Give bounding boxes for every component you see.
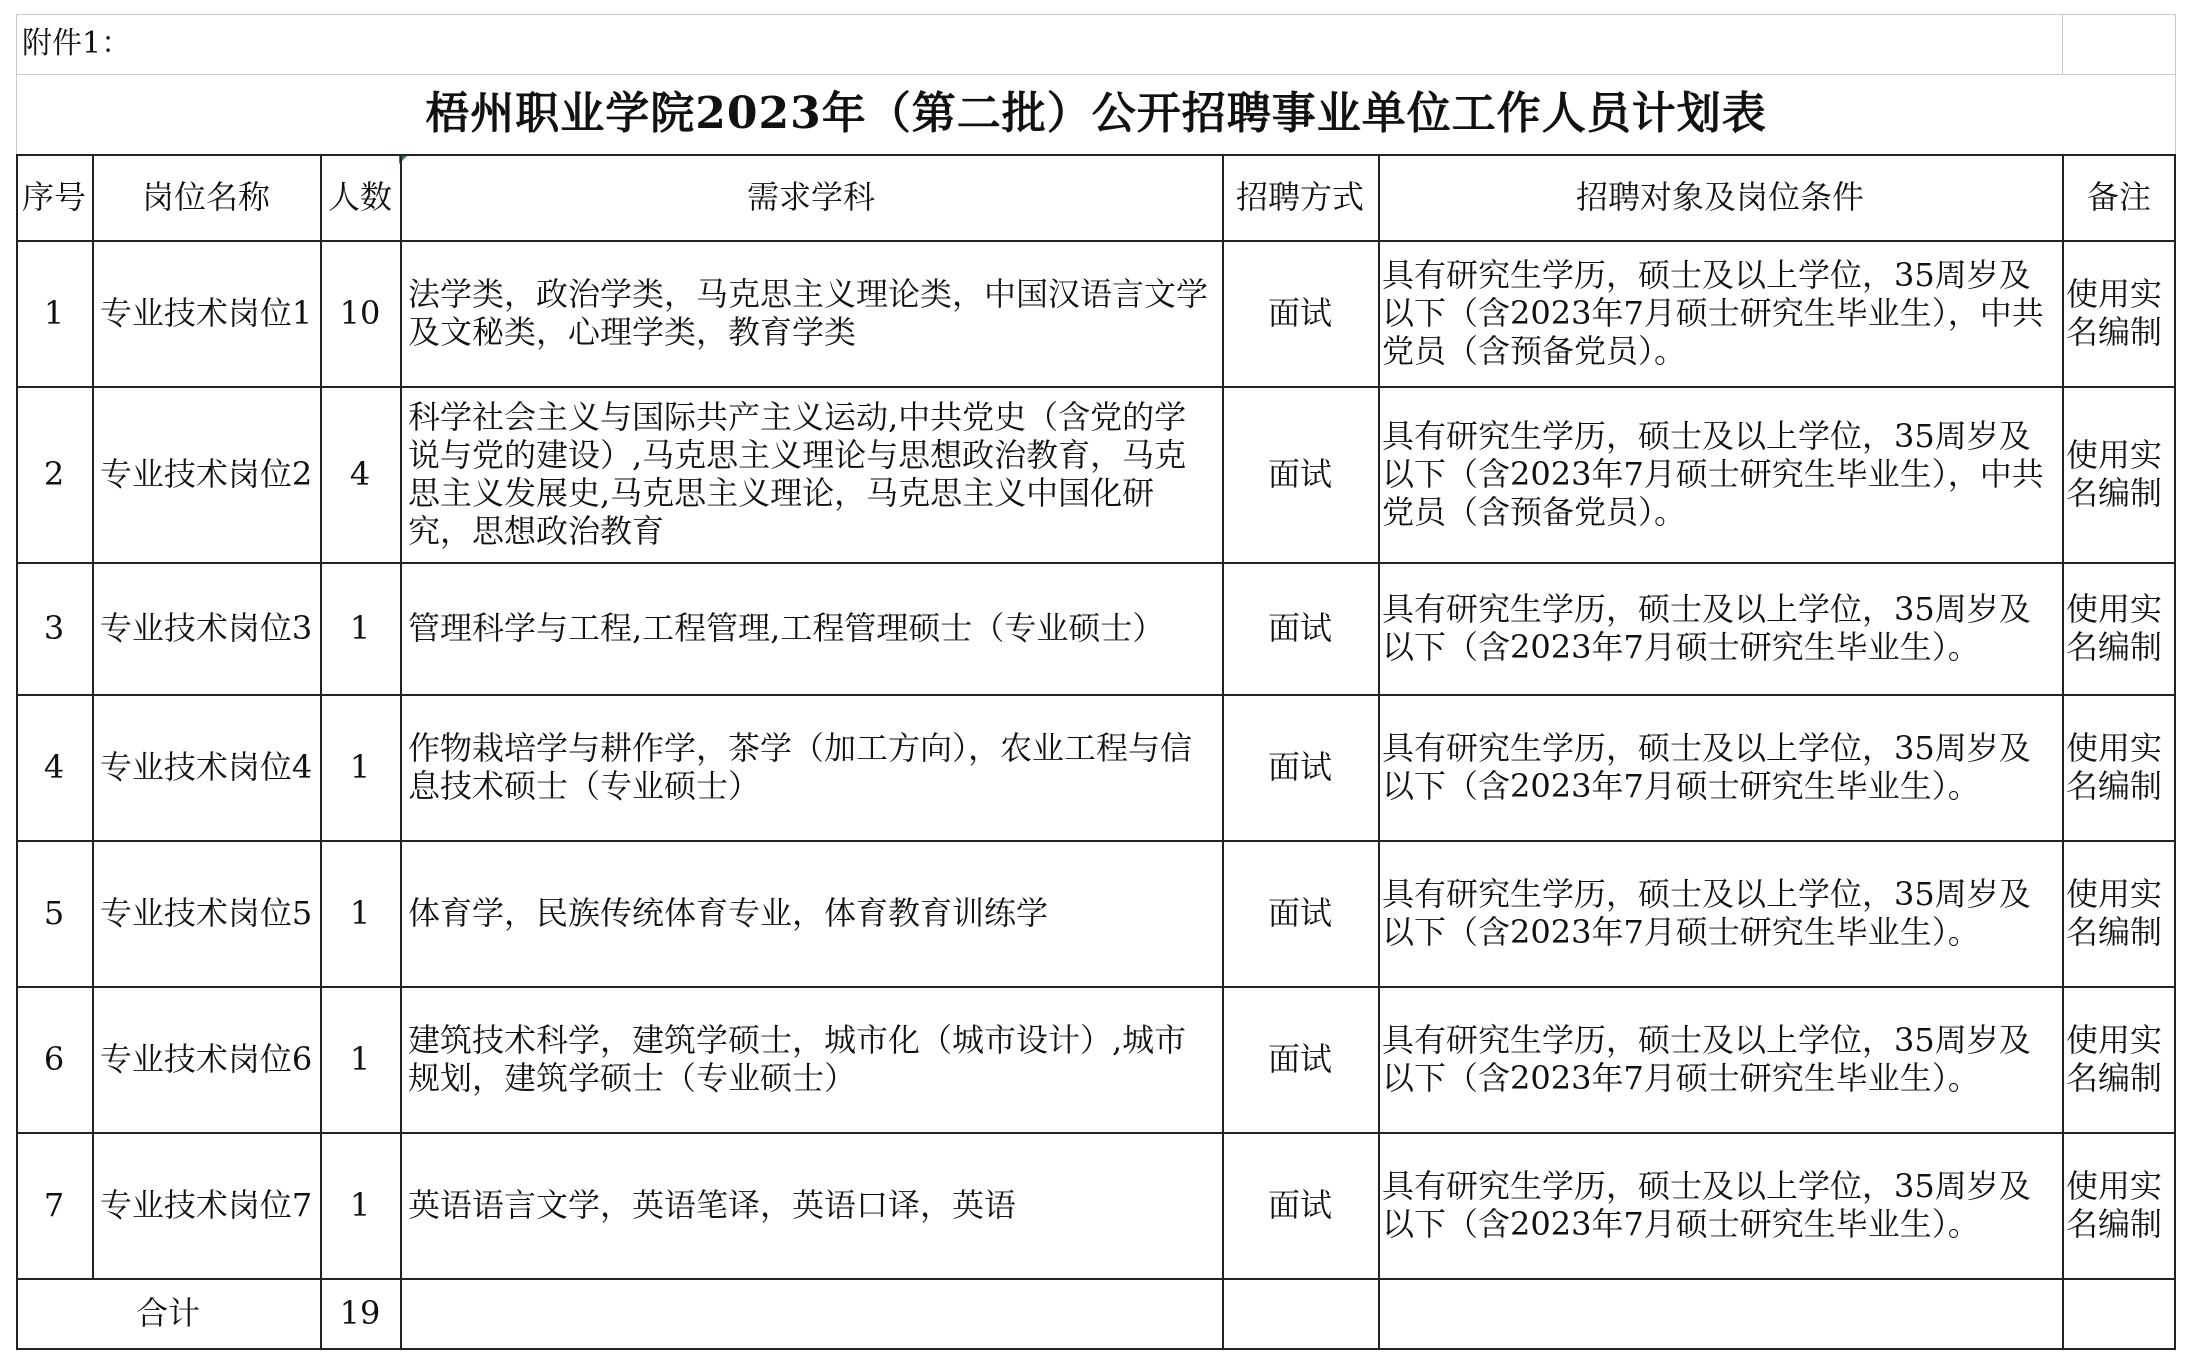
row-5-method: 面试 [1267,894,1332,932]
row-7-subjects: 英语语言文学，英语笔译，英语口译，英语 [408,1186,1017,1224]
row-2-subjects: 科学社会主义与国际共产主义运动,中共党史（含党的学说与党的建设）,马克思主义理论与思想政治教育，马克思主义发展史,马克思主义理论，马克思主义中国化研究，思想政治教育 [408,398,1187,550]
header-method: 招聘方式 [1235,178,1364,216]
header-remark: 备注 [2086,178,2151,216]
grid-line-h [16,840,2176,842]
grid-line-h [16,562,2176,564]
row-2-count: 4 [349,455,371,493]
row-1-subjects: 法学类，政治学类，马克思主义理论类，中国汉语言文学及文秘类，心理学类，教育学类 [408,275,1209,351]
row-2-position: 专业技术岗位2 [99,455,313,493]
grid-line-h [16,240,2176,242]
total-label: 合计 [135,1294,200,1332]
row-6-count: 1 [349,1040,371,1078]
row-2-remark: 使用实名编制 [2066,436,2163,512]
table-title: 梧州职业学院2023年（第二批）公开招聘事业单位工作人员计划表 [425,88,1767,139]
row-5-seq: 5 [43,894,65,932]
total-count: 19 [339,1294,381,1332]
header-conditions: 招聘对象及岗位条件 [1575,178,1864,216]
row-1-seq: 1 [43,294,65,332]
row-1-method: 面试 [1267,294,1332,332]
row-5-position: 专业技术岗位5 [99,894,313,932]
row-5-count: 1 [349,894,371,932]
attachment-label: 附件1： [22,26,132,61]
grid-line-v [2174,154,2176,1348]
row-7-conditions: 具有研究生学历，硕士及以上学位，35周岁及以下（含2023年7月硕士研究生毕业生）。 [1382,1167,2031,1243]
row-5-subjects: 体育学，民族传统体育专业，体育教育训练学 [408,894,1049,932]
row-4-subjects: 作物栽培学与耕作学，茶学（加工方向），农业工程与信息技术硕士（专业硕士） [408,729,1193,805]
grid-line-h [16,386,2176,388]
grid-line-v [2062,14,2063,74]
grid-line-h [16,1132,2176,1134]
grid-line-h [16,986,2176,988]
grid-line-h [16,694,2176,696]
grid-line-v [1378,154,1380,1348]
row-5-conditions: 具有研究生学历，硕士及以上学位，35周岁及以下（含2023年7月硕士研究生毕业生）。 [1382,875,2031,951]
grid-line-v [2062,154,2064,1348]
row-7-position: 专业技术岗位7 [99,1186,313,1224]
grid-line-v [320,154,322,1348]
row-6-seq: 6 [43,1040,65,1078]
header-position: 岗位名称 [141,178,270,216]
grid-line-v [400,154,402,1348]
row-7-seq: 7 [43,1186,65,1224]
header-seq: 序号 [21,178,86,216]
row-7-count: 1 [349,1186,371,1224]
row-3-method: 面试 [1267,609,1332,647]
row-3-subjects: 管理科学与工程,工程管理,工程管理硕士（专业硕士） [408,609,1165,647]
grid-line-v [92,154,94,1278]
grid-line-h [16,14,2176,15]
row-4-conditions: 具有研究生学历，硕士及以上学位，35周岁及以下（含2023年7月硕士研究生毕业生）。 [1382,729,2031,805]
grid-line-v [16,154,18,1348]
grid-line-v [1222,154,1224,1348]
grid-line-h [16,74,2176,75]
row-2-conditions: 具有研究生学历，硕士及以上学位，35周岁及以下（含2023年7月硕士研究生毕业生），中共党员（含预备党员）。 [1382,417,2044,531]
row-3-count: 1 [349,609,371,647]
row-1-remark: 使用实名编制 [2066,275,2163,351]
row-4-method: 面试 [1267,748,1332,786]
row-7-remark: 使用实名编制 [2066,1167,2163,1243]
row-6-method: 面试 [1267,1040,1332,1078]
row-7-method: 面试 [1267,1186,1332,1224]
row-3-remark: 使用实名编制 [2066,590,2163,666]
grid-line-v [16,14,17,154]
header-subjects: 需求学科 [746,178,875,216]
row-4-remark: 使用实名编制 [2066,729,2163,805]
row-3-conditions: 具有研究生学历，硕士及以上学位，35周岁及以下（含2023年7月硕士研究生毕业生）。 [1382,590,2031,666]
row-2-seq: 2 [43,455,65,493]
header-count: 人数 [327,178,392,216]
recruitment-plan-table [16,14,2176,1354]
grid-line-h [16,1348,2176,1350]
row-2-method: 面试 [1267,455,1332,493]
row-1-conditions: 具有研究生学历，硕士及以上学位，35周岁及以下（含2023年7月硕士研究生毕业生），中共党员（含预备党员）。 [1382,256,2044,370]
row-5-remark: 使用实名编制 [2066,875,2163,951]
row-6-subjects: 建筑技术科学，建筑学硕士，城市化（城市设计）,城市规划，建筑学硕士（专业硕士） [408,1021,1187,1097]
row-3-position: 专业技术岗位3 [99,609,313,647]
row-4-seq: 4 [43,748,65,786]
row-1-position: 专业技术岗位1 [99,294,313,332]
grid-line-v [2175,14,2176,154]
row-4-count: 1 [349,748,371,786]
row-6-remark: 使用实名编制 [2066,1021,2163,1097]
row-6-position: 专业技术岗位6 [99,1040,313,1078]
row-3-seq: 3 [43,609,65,647]
row-6-conditions: 具有研究生学历，硕士及以上学位，35周岁及以下（含2023年7月硕士研究生毕业生）。 [1382,1021,2031,1097]
grid-line-h [16,154,2176,156]
row-4-position: 专业技术岗位4 [99,748,313,786]
row-1-count: 10 [339,294,381,332]
grid-line-h [16,1278,2176,1280]
